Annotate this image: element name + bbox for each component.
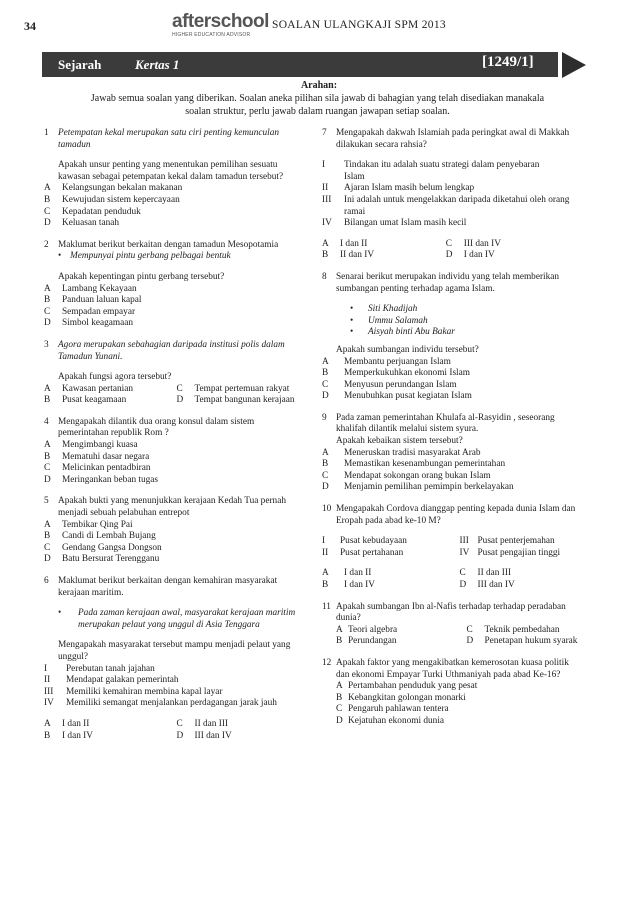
statement: I Pusat kebudayaan <box>322 536 407 547</box>
question-number: 3 <box>44 339 49 350</box>
option: D Batu Bersurat Terengganu <box>44 554 160 565</box>
afterschool-logo <box>172 12 272 42</box>
option: D Simbol keagamaan <box>44 318 133 329</box>
question-stem: Apakah sumbangan Ibn al-Nafis terhadap terhadap peradaban <box>336 601 566 612</box>
option: B Mematuhi dasar negara <box>44 451 150 462</box>
option: B I dan IV <box>322 580 375 590</box>
statement: II Ajaran Islam masih belum lengkap <box>322 183 475 194</box>
option: A Lambang Kekayaan <box>44 283 137 294</box>
option: A I dan II <box>322 568 372 579</box>
question-stem: tamadun <box>58 139 91 150</box>
question-2 <box>44 240 309 330</box>
question-10 <box>322 504 597 592</box>
bullet-item: • Aisyah binti Abu Bakar <box>350 327 455 338</box>
option: B Kebangkitan golongan monarki <box>336 692 466 703</box>
option: D Meringankan beban tugas <box>44 474 159 485</box>
option: C Melicinkan pentadbiran <box>44 463 151 474</box>
option: A Teori algebra <box>336 624 398 635</box>
option: D I dan IV <box>445 250 495 261</box>
question-number: 1 <box>44 128 49 138</box>
statement: IV Bilangan umat Islam masih kecil <box>322 218 467 229</box>
option: A Kelangsungan bekalan makanan <box>44 183 183 194</box>
question-9 <box>322 413 597 494</box>
question-stem: Mengapakah dakwah Islamiah pada peringkat awal di Makkah <box>336 128 570 138</box>
option: C Mendapat sokongan orang bukan Islam <box>322 470 491 481</box>
question-1 <box>44 128 309 230</box>
option: B Panduan laluan kapal <box>44 295 142 306</box>
option: C II dan III <box>459 568 512 579</box>
page-number: 34 <box>24 19 36 33</box>
bullet-item: • Pada zaman kerajaan awal, masyarakat kerajaan maritim merupakan pelaut yang unggul di Asia Tenggara <box>58 608 296 630</box>
option: C Gendang Gangsa Dongson <box>44 542 162 553</box>
question-4 <box>44 417 309 487</box>
question-text: unggul? <box>58 651 88 662</box>
option: A Mengimbangi kuasa <box>44 440 138 451</box>
statement: III Memiliki kemahiran membina kapal layar <box>44 686 223 697</box>
header-title: SOALAN ULANGKAJI SPM 2013 <box>272 19 446 31</box>
option: B Candi di Lembah Bujang <box>44 531 156 542</box>
option: D III dan IV <box>176 730 232 741</box>
question-number: 8 <box>322 271 327 282</box>
question-number: 6 <box>44 576 49 586</box>
question-stem: Apakah kebaikan sistem tersebut? <box>336 436 463 447</box>
option-pair <box>44 395 309 407</box>
bar-code: [1249/1] <box>482 54 534 70</box>
question-text: Apakah sumbangan individu tersebut? <box>336 344 479 355</box>
question-text: kawasan sebagai petempatan kekal dalam tamadun tersebut? <box>58 171 284 182</box>
question-text: Mengapakah masyarakat tersebut mampu menjadi pelaut yang <box>58 640 291 651</box>
option-pair <box>336 625 597 637</box>
question-text: Apakah fungsi agora tersebut? <box>58 372 172 383</box>
question-text: Apakah kepentingan pintu gerbang tersebut? <box>58 271 225 282</box>
option-pair <box>322 568 597 580</box>
question-stem: dunia? <box>336 613 361 624</box>
question-7 <box>322 128 597 262</box>
bar-paper: Kertas 1 <box>135 57 180 72</box>
option: D Menubuhkan pusat kegiatan Islam <box>322 391 472 402</box>
option: B I dan IV <box>44 730 93 741</box>
option: D Keluasan tanah <box>44 218 120 229</box>
option-pair <box>322 239 597 251</box>
option-pair <box>336 636 597 648</box>
option: D Kejatuhan ekonomi dunia <box>336 715 445 726</box>
option: C II dan III <box>176 718 229 729</box>
option-pair <box>44 731 309 743</box>
option: A Meneruskan tradisi masyarakat Arab <box>322 447 481 458</box>
statement: II Pusat pertahanan <box>322 547 404 558</box>
statement: II Mendapat galakan pemerintah <box>44 675 179 686</box>
option: B Kewujudan sistem kepercayaan <box>44 194 180 205</box>
logo-text: afterschool <box>172 11 269 32</box>
subject-bar <box>42 52 558 77</box>
option: C Menyusun perundangan Islam <box>322 379 457 390</box>
statement: III Pusat penterjemahan <box>459 536 555 547</box>
question-stem: kerajaan maritim. <box>58 587 124 598</box>
question-stem: dilakukan secara rahsia? <box>336 139 427 150</box>
option: C Kepadatan penduduk <box>44 206 141 217</box>
option: D Tempat bangunan kerajaan <box>176 395 295 406</box>
option-pair <box>44 384 309 396</box>
question-stem: Pada zaman pemerintahan Khulafa al-Rasyidin , seseorang <box>336 412 555 423</box>
question-12 <box>322 658 597 728</box>
question-stem: Mengapakah dilantik dua orang konsul dalam sistem <box>58 416 255 427</box>
bullet-item: • Mempunyai pintu gerbang pelbagai bentuk <box>58 251 231 262</box>
option: C Tempat pertemuan rakyat <box>176 383 290 394</box>
question-stem: Apakah faktor yang mengakibatkan kemerosotan kuasa politik <box>336 657 569 668</box>
statement: I Tindakan itu adalah suatu strategi dalam penyebaran Islam <box>322 160 540 182</box>
question-3 <box>44 340 309 407</box>
question-stem: Apakah bukti yang menunjukkan kerajaan Kedah Tua pernah <box>58 496 286 507</box>
question-stem: Agora merupakan sebahagian daripada institusi polis dalam <box>58 339 285 350</box>
option: D Menjamin pemilihan pemimpin berkelayakan <box>322 482 514 493</box>
question-stem: dan ekonomi Empayar Turki Uthmaniyah pada abad Ke-16? <box>336 669 561 680</box>
option: A Kawasan pertanian <box>44 383 133 394</box>
instructions-text: Jawab semua soalan yang diberikan. Soalan aneka pilihan sila jawab di bahagian yang telah disediakan manakala soalan struktur, perlu jawab dalam ruangan jawapan setiap soalan. <box>90 93 545 117</box>
question-number: 2 <box>44 239 49 250</box>
question-stem: sumbangan penting terhadap agama Islam. <box>336 283 495 294</box>
option: B Memastikan kesenambungan pemerintahan <box>322 459 506 470</box>
question-5 <box>44 496 309 566</box>
logo-subtext: HIGHER EDUCATION ADVISOR <box>172 32 251 38</box>
question-number: 12 <box>322 657 332 668</box>
option: B Perundangan <box>336 636 397 647</box>
question-stem: pemerintahan republik Rom ? <box>58 428 169 439</box>
statement-pair <box>322 536 597 548</box>
option-pair <box>322 250 597 262</box>
question-number: 5 <box>44 496 49 507</box>
option: A Membantu perjuangan Islam <box>322 356 451 367</box>
right-column <box>322 128 597 738</box>
option: B Memperkukuhkan ekonomi Islam <box>322 368 470 379</box>
question-stem: Maklumat berikut berkaitan dengan tamadun Mesopotamia <box>58 239 279 250</box>
arrow-right-icon <box>562 52 586 78</box>
question-number: 9 <box>322 412 327 423</box>
option: B Pusat keagamaan <box>44 395 127 406</box>
question-number: 7 <box>322 128 327 138</box>
statement-pair <box>322 548 597 560</box>
question-stem: khalifah dilantik melalui sistem syura. <box>336 424 479 435</box>
option: C III dan IV <box>445 238 501 249</box>
question-number: 4 <box>44 416 49 427</box>
question-stem: Mengapakah Cordova dianggap penting kepada dunia Islam dan <box>336 504 576 515</box>
left-column <box>44 128 309 752</box>
question-stem: Maklumat berikut berkaitan dengan kemahiran masyarakat <box>58 576 278 586</box>
question-number: 11 <box>322 601 331 612</box>
question-stem: Petempatan kekal merupakan satu ciri penting kemunculan <box>58 128 280 138</box>
option: A I dan II <box>322 238 368 249</box>
question-stem: Senarai berikut merupakan individu yang telah memberikan <box>336 271 560 282</box>
option: C Teknik pembedahan <box>466 624 560 635</box>
option: A I dan II <box>44 718 90 729</box>
question-number: 10 <box>322 504 332 515</box>
option: A Tembikar Qing Pai <box>44 519 133 530</box>
question-stem: Tamadun Yunani. <box>58 351 123 362</box>
question-11 <box>322 602 597 648</box>
bullet-item: • Ummu Salamah <box>350 315 428 326</box>
option: B II dan IV <box>322 250 375 261</box>
question-6 <box>44 576 309 742</box>
option: D Penetapan hukum syarak <box>466 636 578 647</box>
statement: IV Pusat pengajian tinggi <box>459 547 561 558</box>
statement: III Ini adalah untuk mengelakkan daripada diketahui oleh orang ramai <box>322 194 570 217</box>
bullet-item: • Siti Khadijah <box>350 304 418 315</box>
option-pair <box>44 719 309 731</box>
instructions-heading: Arahan: <box>300 80 338 91</box>
question-stem: menjadi sebuah pelabuhan entrepot <box>58 508 190 519</box>
option: C Sempadan empayar <box>44 306 136 317</box>
statement: IV Memiliki semangat menjalankan perdagangan jarak jauh <box>44 698 277 709</box>
option: A Pertambahan penduduk yang pesat <box>336 681 478 692</box>
option: D III dan IV <box>459 580 515 590</box>
option-pair <box>322 580 597 592</box>
question-stem: Eropah pada abad ke-10 M? <box>336 515 441 526</box>
option: C Pengaruh pahlawan tentera <box>336 704 449 715</box>
question-8 <box>322 272 597 403</box>
question-text: Apakah unsur penting yang menentukan pemilihan sesuatu <box>58 160 278 171</box>
statement: I Perebutan tanah jajahan <box>44 663 155 674</box>
bar-subject: Sejarah <box>58 57 102 72</box>
